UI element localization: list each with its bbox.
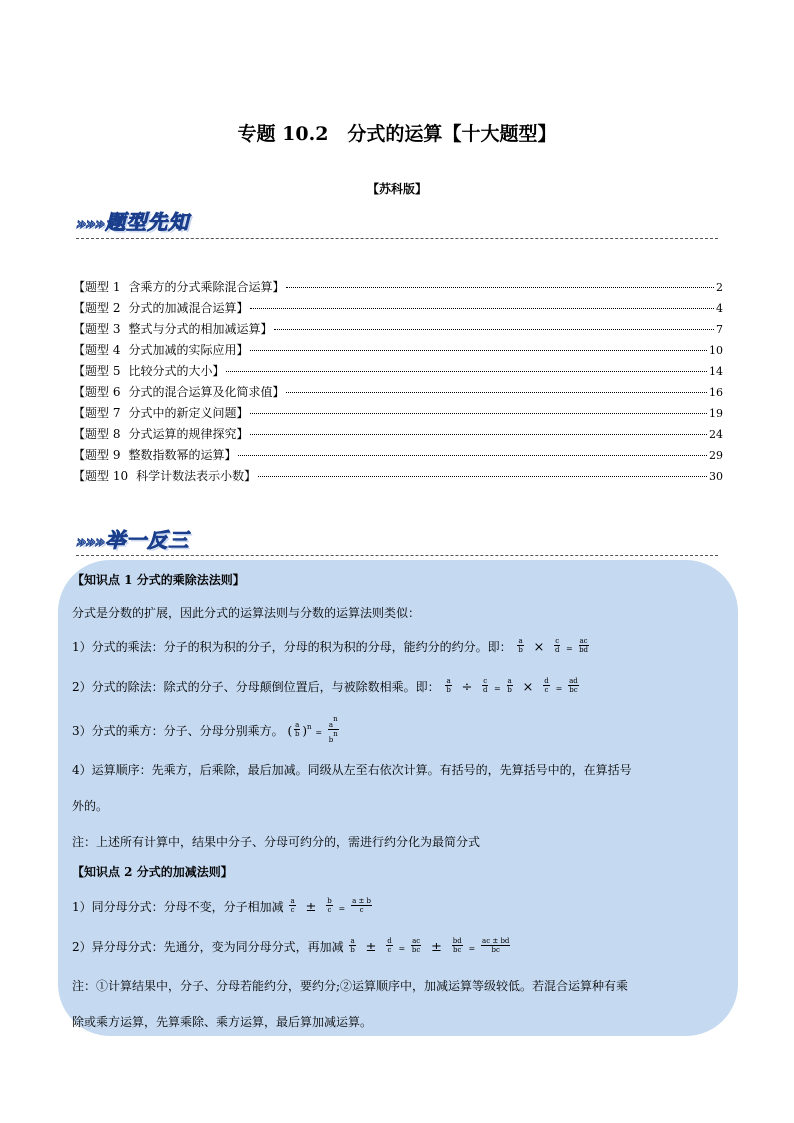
times-symbol: × <box>533 640 545 655</box>
fraction: $\frac{d}{c}$ <box>387 937 392 954</box>
plus-minus-symbol: ± <box>430 940 442 955</box>
toc-leader <box>274 329 714 330</box>
toc-item-page: 19 <box>709 407 723 420</box>
fraction: $\frac{a}{b}$ <box>518 637 523 654</box>
rule-text: 2）分式的除法：除式的分子、分母颠倒位置后，与被除数相乘。即： <box>72 680 440 694</box>
equals-symbol: = <box>338 904 346 913</box>
equals-symbol: = <box>398 944 406 953</box>
toc-item[interactable] <box>73 446 723 467</box>
knowledge2-rule1 <box>72 888 724 928</box>
plus-minus-symbol: ± <box>365 940 377 955</box>
toc-item-title: 整数指数幂的运算】 <box>128 448 237 462</box>
toc-item[interactable] <box>73 299 723 320</box>
toc-item-title: 分式运算的规律探究】 <box>128 427 249 441</box>
fraction: $\frac{a \pm b}{c}$ <box>352 897 372 914</box>
equals-symbol: = <box>555 684 563 693</box>
toc-item-title: 含乘方的分式乘除混合运算】 <box>128 280 285 294</box>
edition-label: 【苏科版】 <box>366 182 427 196</box>
equals-symbol: = <box>493 684 501 693</box>
toc-item-page: 30 <box>709 470 723 483</box>
toc-banner-text: 题型先知 <box>105 210 190 234</box>
fraction: $\frac{ad}{bc}$ <box>569 677 578 694</box>
fraction: $\frac{a}{b}$ <box>350 937 355 954</box>
toc-item-page: 4 <box>716 302 723 315</box>
toc-item-number: 【题型 8 <box>73 427 121 441</box>
knowledge1-rule3 <box>72 708 724 752</box>
toc-item-title: 分式的加减混合运算】 <box>128 301 249 315</box>
fraction: $\frac{c}{d}$ <box>554 637 560 654</box>
rule-text: 2）异分母分式：先通分，变为同分母分式，再加减 <box>72 940 344 954</box>
knowledge1-rule4b: 外的。 <box>72 799 109 813</box>
fraction: $\frac{a}{b}$ <box>295 721 300 738</box>
fraction: $\frac{bd}{bc}$ <box>452 937 462 954</box>
toc-item-page: 29 <box>709 449 723 462</box>
knowledge1-intro: 分式是分数的扩展，因此分式的运算法则与分数的运算法则类似： <box>72 606 421 620</box>
page-title: 专题 10.2 分式的运算【十大题型】 <box>237 123 557 145</box>
toc-item-page: 7 <box>716 323 723 336</box>
fraction: $\frac{a}{b}$ <box>446 677 451 694</box>
toc-item-number: 【题型 4 <box>73 343 121 357</box>
example-banner <box>76 524 189 554</box>
toc-item[interactable] <box>73 278 723 299</box>
equals-symbol: = <box>468 944 476 953</box>
fraction: $\frac{ac}{bd}$ <box>579 637 589 654</box>
toc-leader <box>226 371 707 372</box>
fraction: $\frac{a}{b}$ <box>507 677 512 694</box>
fraction: $\frac{d}{c}$ <box>544 677 549 694</box>
rule-text: 1）同分母分式：分母不变，分子相加减 <box>72 900 284 914</box>
toc-item-number: 【题型 7 <box>73 406 121 420</box>
toc-item[interactable] <box>73 467 723 488</box>
table-of-contents <box>73 278 723 488</box>
toc-item-number: 【题型 6 <box>73 385 121 399</box>
toc-item-title: 分式加减的实际应用】 <box>128 343 249 357</box>
divide-symbol: ÷ <box>461 680 473 695</box>
times-symbol: × <box>522 680 534 695</box>
equals-symbol: = <box>315 728 323 737</box>
knowledge1-note: 注：上述所有计算中，结果中分子、分母可约分的，需进行约分化为最简分式 <box>72 835 481 849</box>
knowledge2-heading: 【知识点 2 分式的加减法则】 <box>72 865 233 879</box>
paren: ( <box>287 724 293 738</box>
toc-item-number: 【题型 9 <box>73 448 121 462</box>
example-banner-text: 举一反三 <box>105 528 190 552</box>
toc-leader <box>250 413 707 414</box>
knowledge1-heading: 【知识点 1 分式的乘除法法则】 <box>72 573 245 587</box>
knowledge1-rule4a: 4）运算顺序：先乘方，后乘除，最后加减。同级从左至右依次计算。有括号的，先算括号中的，在算括号 <box>72 763 632 777</box>
equals-symbol: = <box>565 644 573 653</box>
triple-arrow-icon: »»» <box>76 532 105 551</box>
toc-item[interactable] <box>73 383 723 404</box>
fraction: $\frac{ac}{bc}$ <box>411 937 421 954</box>
toc-item[interactable] <box>73 404 723 425</box>
toc-item-title: 科学计数法表示小数】 <box>136 469 257 483</box>
knowledge2-rule2 <box>72 928 724 968</box>
toc-item[interactable] <box>73 362 723 383</box>
knowledge2-note-a: 注：①计算结果中，分子、分母若能约分，要约分;②运算顺序中，加减运算等级较低。若混合运算种有乘 <box>72 979 629 993</box>
toc-item-title: 分式的混合运算及化简求值】 <box>128 385 285 399</box>
divider <box>76 555 718 556</box>
rule-text: 1）分式的乘法：分子的积为积的分子，分母的积为积的分母，能约分的约分。即： <box>72 640 512 654</box>
toc-item-title: 比较分式的大小】 <box>128 364 225 378</box>
toc-item-title: 整式与分式的相加减运算】 <box>128 322 273 336</box>
triple-arrow-icon: »»» <box>76 214 105 233</box>
toc-item-title: 分式中的新定义问题】 <box>128 406 249 420</box>
divider <box>76 238 718 239</box>
toc-item[interactable] <box>73 341 723 362</box>
toc-item-page: 16 <box>709 386 723 399</box>
toc-item-page: 24 <box>709 428 723 441</box>
toc-leader <box>238 455 707 456</box>
toc-banner <box>76 206 189 236</box>
toc-item[interactable] <box>73 320 723 341</box>
fraction: $\frac{ac \pm bd}{bc}$ <box>482 937 510 954</box>
knowledge2-note-b: 除或乘方运算，先算乘除、乘方运算，最后算加减运算。 <box>72 1015 373 1029</box>
toc-item-number: 【题型 2 <box>73 301 121 315</box>
toc-item-number: 【题型 5 <box>73 364 121 378</box>
toc-item-page: 2 <box>716 281 723 294</box>
toc-leader <box>286 392 707 393</box>
toc-item[interactable] <box>73 425 723 446</box>
fraction: $\frac{c}{d}$ <box>482 677 488 694</box>
toc-leader <box>250 308 714 309</box>
toc-leader <box>286 287 714 288</box>
toc-leader <box>250 434 707 435</box>
exponent: n <box>307 723 312 731</box>
fraction: $\frac{a^n}{b^n}$ <box>328 715 338 744</box>
toc-leader <box>250 350 707 351</box>
knowledge-content <box>72 568 724 1040</box>
knowledge1-rule2 <box>72 668 724 708</box>
fraction: $\frac{b}{c}$ <box>327 897 332 914</box>
toc-item-number: 【题型 3 <box>73 322 121 336</box>
paren: ) <box>302 724 308 738</box>
toc-item-number: 【题型 1 <box>73 280 121 294</box>
toc-item-number: 【题型 10 <box>73 469 129 483</box>
fraction: $\frac{a}{c}$ <box>290 897 295 914</box>
plus-minus-symbol: ± <box>305 900 317 915</box>
rule-text: 3）分式的乘方：分子、分母分别乘方。 <box>72 724 284 738</box>
knowledge1-rule1 <box>72 628 724 668</box>
toc-item-page: 14 <box>709 365 723 378</box>
toc-item-page: 10 <box>709 344 723 357</box>
toc-leader <box>258 476 707 477</box>
